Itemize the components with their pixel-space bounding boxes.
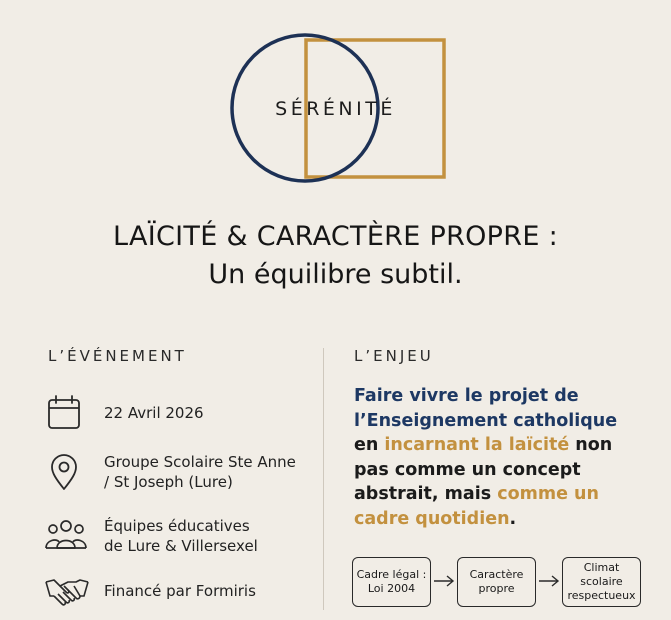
stake-line5	[354, 482, 654, 507]
stake-line2: l’Enseignement catholique	[354, 410, 618, 431]
stake-line4: pas comme un concept	[354, 459, 581, 480]
flow-box1-line1: Cadre légal :	[356, 568, 427, 581]
stake-seg-en: en	[354, 435, 385, 455]
stake-seg-period: .	[509, 508, 517, 529]
event-audience-item	[44, 516, 258, 556]
event-audience	[104, 516, 258, 556]
stake-line1: Faire vivre le projet de	[354, 386, 579, 406]
flow-box3-line3: respectueux	[567, 589, 636, 602]
arrow-right-icon	[432, 574, 456, 588]
flow-box-legal	[352, 557, 431, 607]
flow-box2-line2: propre	[478, 582, 515, 595]
flow-box3-line1: Climat	[583, 561, 620, 574]
stake-line3	[354, 433, 654, 458]
event-place-item	[44, 452, 296, 492]
stake-title: L’ENJEU	[354, 347, 434, 365]
stake-seg-incarnant: incarnant la laïcité	[384, 435, 570, 455]
event-date-item	[44, 394, 204, 432]
event-funding-item	[44, 574, 256, 608]
stake-seg-cadre: cadre quotidien	[354, 508, 510, 529]
column-divider	[323, 348, 324, 610]
stake-seg-non: non	[569, 435, 613, 455]
event-place	[104, 452, 296, 492]
event-funding: Financé par Formiris	[104, 582, 256, 600]
audience-line1: Équipes éducatives	[104, 517, 250, 535]
heading-line2: Un équilibre subtil.	[208, 259, 463, 290]
place-line1: Groupe Scolaire Ste Anne	[104, 453, 296, 471]
flow-box3-line2: scolaire	[580, 575, 623, 588]
location-pin-icon	[44, 452, 84, 492]
event-date: 22 Avril 2026	[104, 404, 204, 422]
calendar-icon	[44, 394, 84, 432]
logo-wordmark: SÉRÉNITÉ	[275, 98, 396, 120]
stake-seg-comme: comme un	[497, 484, 599, 504]
people-group-icon	[44, 518, 88, 554]
flow-box-climate	[562, 557, 641, 607]
flow-box2-line1: Caractère	[469, 568, 524, 581]
audience-line2: de Lure & Villersexel	[104, 537, 258, 555]
stake-seg-abstrait: abstrait, mais	[354, 484, 498, 504]
event-title: L’ÉVÉNEMENT	[48, 347, 187, 365]
flow-box1-line2: Loi 2004	[367, 582, 416, 595]
main-heading	[0, 218, 671, 294]
heading-line1: LAÏCITÉ & CARACTÈRE PROPRE :	[113, 221, 558, 252]
flow-box-character	[457, 557, 536, 607]
handshake-icon	[44, 574, 90, 608]
place-line2: / St Joseph (Lure)	[104, 473, 233, 491]
stake-statement	[354, 384, 654, 531]
arrow-right-icon	[537, 574, 561, 588]
stake-line6	[354, 507, 654, 532]
